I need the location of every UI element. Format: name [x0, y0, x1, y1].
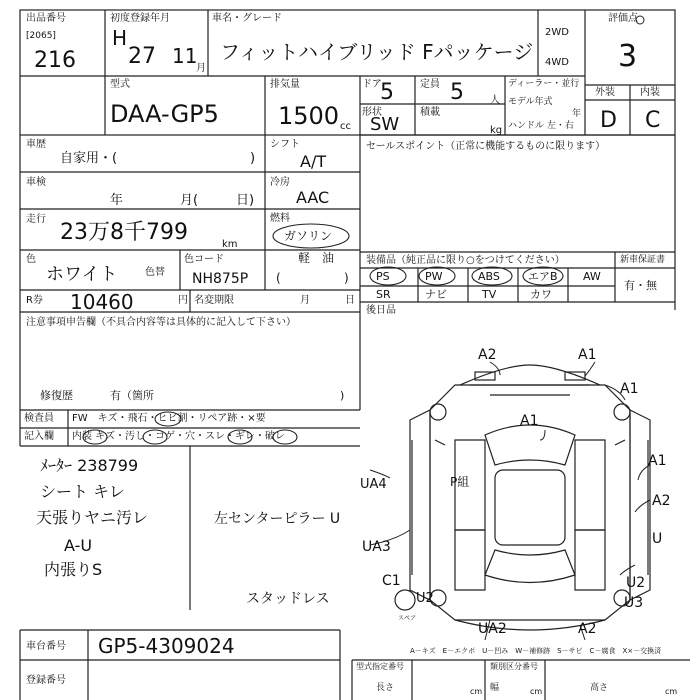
color-label: 色 — [26, 254, 36, 265]
inspection-day: 日) — [236, 193, 255, 208]
year-unit: 年 — [572, 109, 582, 119]
color-code-label: 色コード — [184, 254, 224, 265]
chassis-number: GP5-4309024 — [98, 634, 235, 658]
fuel-alt: 軽 油 — [298, 251, 335, 265]
recycle: 10460 — [70, 290, 134, 314]
exterior-grade: D — [600, 108, 617, 133]
fuel-label: 燃料 — [270, 213, 290, 224]
era: H — [112, 26, 128, 50]
mark-u3: U3 — [624, 595, 644, 611]
height-label: 高さ — [590, 683, 609, 693]
mileage: 23万8千799 — [60, 220, 188, 245]
ac: AAC — [296, 188, 330, 207]
shift-label: シフト — [270, 139, 300, 150]
color-no-label: 色替 — [145, 267, 165, 278]
handle-label: ハンドル 左・右 — [508, 121, 574, 131]
note-a-u: A-U — [64, 536, 93, 555]
equip-airbag: エアB — [528, 270, 558, 283]
cc-unit: cc — [340, 121, 351, 132]
width-unit: cm — [530, 687, 543, 696]
mark-u2-right: U2 — [626, 575, 646, 591]
mark-u2-left: U2 — [416, 591, 434, 606]
interior-grade: C — [645, 108, 661, 133]
kg-unit: kg — [490, 125, 503, 136]
displacement-label: 排気量 — [270, 79, 300, 90]
usage-value: 自家用・( — [60, 151, 118, 166]
mark-u-right: U — [652, 531, 663, 547]
mark-a1-hood: A1 — [520, 413, 539, 429]
notes-label: 注意事項申告欄（不具合内容等は具体的に記入して下さい） — [26, 317, 296, 328]
interior-label: 内装 — [640, 87, 660, 98]
note-meter: ﾒｰﾀｰ 238799 — [40, 456, 139, 475]
chassis-label: 車台番号 — [26, 641, 66, 652]
equip-navi: ナビ — [425, 288, 447, 301]
reg-label: 登録番号 — [26, 675, 66, 686]
owner-month: 月 — [300, 295, 310, 306]
score-label: 評価点 — [608, 13, 638, 24]
mark-a2-rear: A2 — [578, 621, 597, 637]
mark-a1-front-right: A1 — [578, 347, 597, 363]
inspector-label1: 検査員 — [24, 413, 54, 424]
color-code: NH875P — [192, 271, 249, 287]
exterior-label: 外装 — [595, 87, 615, 98]
equip-aw: AW — [583, 270, 601, 283]
shift: A/T — [300, 152, 327, 171]
inspection-year: 年 — [110, 193, 124, 208]
dealer-label: ディーラー・並行 — [508, 79, 580, 89]
note-pillar: 左センターピラー U — [214, 511, 341, 527]
equip-leather: カワ — [530, 288, 552, 301]
inspector-row1: FW キズ・飛石・ヒビ割・リペア跡・×要 — [72, 413, 266, 424]
doors-label: ドア — [362, 79, 382, 90]
displacement: 1500 — [278, 102, 340, 130]
owner-day: 日 — [345, 295, 355, 306]
mileage-label: 走行 — [26, 214, 46, 225]
color: ホワイト — [46, 264, 118, 285]
repair-label: 修復歴 — [40, 389, 73, 402]
fuel: ガソリン — [284, 229, 333, 243]
warranty-label: 新車保証書 — [620, 255, 666, 265]
type-designation-label: 型式指定番号 — [356, 662, 404, 671]
owner-label: 名変期限 — [194, 295, 234, 306]
equip-ps: PS — [376, 270, 390, 283]
rear-items-label: 後日品 — [366, 305, 396, 316]
yen-unit: 円 — [178, 295, 188, 306]
mark-ua4: UA4 — [360, 477, 387, 492]
usage-label: 車歴 — [26, 139, 46, 150]
note-interior: 内張りS — [44, 560, 103, 579]
fuel-paren-close: ) — [344, 271, 349, 285]
shape-label: 形状 — [362, 107, 382, 118]
height-unit: cm — [665, 687, 678, 696]
km-unit: km — [222, 239, 238, 250]
spare-label: スペア — [398, 615, 417, 622]
usage-close: ) — [250, 151, 256, 166]
damage-legend: A－キズ E－エクボ U－凹み W－補修跡 S－サビ C－腐食 X×－交換済 — [410, 647, 662, 655]
name-grade-label: 車名・グレード — [212, 13, 282, 24]
note-ceiling: 天張りヤニ汚レ — [36, 508, 149, 527]
inspection-label: 車検 — [26, 177, 46, 188]
mark-p-frame: P組 — [450, 475, 470, 489]
shape: SW — [370, 114, 400, 135]
reg-year: 27 — [128, 44, 156, 69]
capacity-label: 定員 — [420, 79, 440, 90]
mark-a1-right: A1 — [620, 381, 639, 397]
equipment-label: 装備品（純正品に限り○をつけてください） — [366, 255, 565, 266]
model-label: 型式 — [110, 79, 130, 90]
inspection-month: 月( — [180, 193, 199, 208]
note-seat: シート キレ — [40, 482, 125, 501]
mark-a2-front: A2 — [478, 347, 497, 363]
car-name: フィットハイブリッド Fパッケージ — [220, 40, 534, 64]
model-year-label: モデル年式 — [508, 97, 553, 107]
selling-label: セールスポイント（正常に機能するものに限ります） — [366, 141, 606, 152]
equip-abs: ABS — [478, 270, 500, 283]
inspector-label2: 記入欄 — [24, 431, 54, 442]
load-label: 積載 — [420, 107, 440, 118]
lot-sub: [2065] — [26, 31, 56, 41]
classification-label: 類別区分番号 — [490, 662, 538, 671]
length-unit: cm — [470, 687, 483, 696]
mark-ua3: UA3 — [362, 539, 391, 555]
mark-a1-side: A1 — [648, 453, 667, 469]
doors: 5 — [380, 80, 394, 105]
lot-number: 216 — [34, 48, 76, 73]
width-label: 幅 — [490, 683, 500, 693]
fuel-paren: ( — [276, 271, 281, 285]
mark-ua2: UA2 — [478, 621, 507, 637]
drive-4wd: 4WD — [545, 57, 569, 68]
score: 3 — [618, 39, 638, 74]
inspector-row2: 内装 キズ・汚し・コゲ・穴・スレ・ギレ・破レ — [72, 431, 285, 442]
lot-no-label: 出品番号 — [26, 13, 66, 24]
recycle-label: R券 — [26, 295, 43, 306]
capacity: 5 — [450, 80, 464, 105]
ac-label: 冷房 — [270, 177, 290, 188]
month-unit: 月 — [196, 63, 206, 74]
person-unit: 人 — [490, 95, 500, 106]
length-label: 長さ — [376, 683, 395, 693]
equip-sr: SR — [376, 288, 391, 301]
model: DAA-GP5 — [110, 100, 219, 128]
mark-a2-right: A2 — [652, 493, 671, 509]
note-studless: スタッドレス — [246, 591, 330, 607]
repair-close: ) — [340, 389, 345, 402]
mark-c1: C1 — [382, 573, 401, 589]
equip-pw: PW — [425, 270, 443, 283]
reg-month: 11 — [172, 44, 198, 68]
first-reg-label: 初度登録年月 — [110, 13, 170, 24]
equip-tv: TV — [482, 288, 497, 301]
repair-value: 有（箇所 — [110, 389, 154, 402]
drive-2wd: 2WD — [545, 27, 569, 38]
warranty-value: 有・無 — [624, 279, 657, 292]
